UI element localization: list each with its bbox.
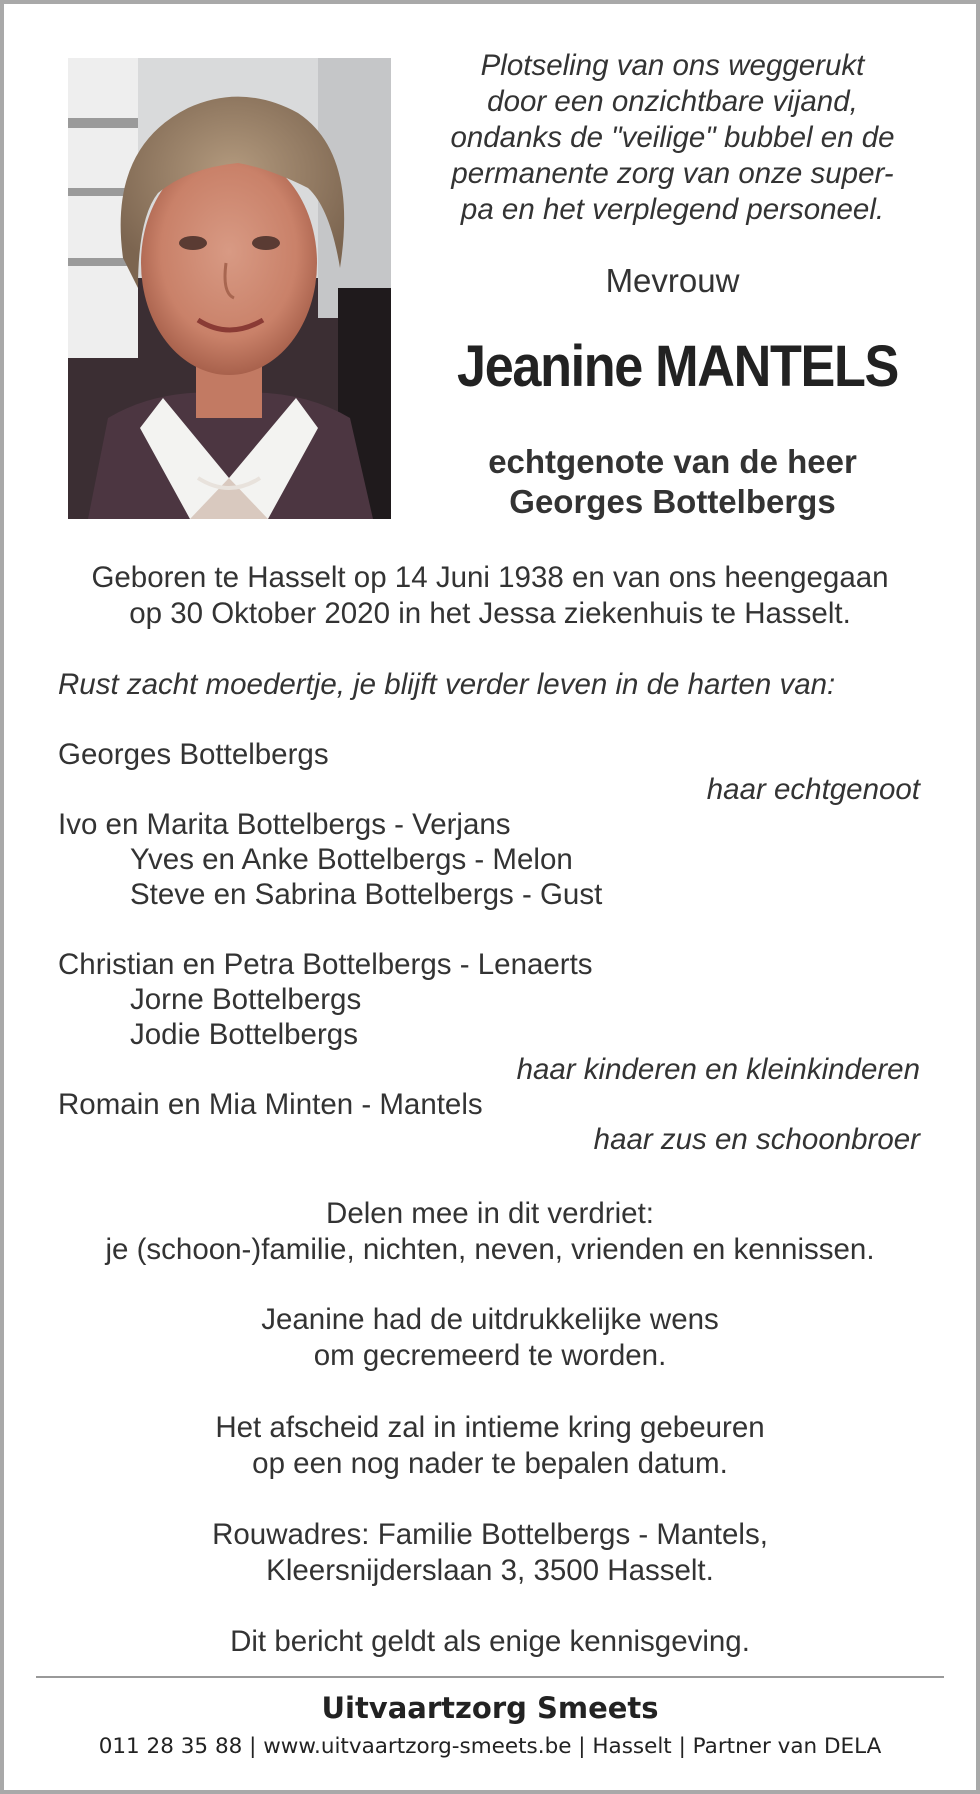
portrait-image [68, 58, 391, 519]
spouse-description [420, 442, 925, 522]
share-line-2: je (schoon-)familie, nichten, neven, vrienden en kennissen. [105, 1233, 875, 1266]
address-line-2: Kleersnijderslaan 3, 3500 Hasselt. [266, 1554, 714, 1587]
role-spouse: haar echtgenoot [706, 773, 920, 806]
share-grief [40, 1196, 940, 1268]
farewell-line-1: Het afscheid zal in intieme kring gebeuren [215, 1411, 765, 1444]
mourner-grandchild-2: Steve en Sabrina Bottelbergs - Gust [130, 878, 603, 911]
mourner-grandchild-4: Jodie Bottelbergs [130, 1018, 358, 1051]
spacer [58, 912, 920, 947]
mourner-family-1: Ivo en Marita Bottelbergs - Verjans [58, 808, 511, 841]
address-line-1: Rouwadres: Familie Bottelbergs - Mantels, [212, 1518, 768, 1551]
notice-statement [40, 1624, 940, 1660]
funeral-home-name: Uitvaartzorg Smeets [321, 1691, 659, 1725]
quote-line-3: ondanks de "veilige" bubbel en de [450, 121, 895, 154]
mourning-address [40, 1517, 940, 1589]
deceased-name: Jeanine MANTELS [457, 334, 898, 399]
farewell-info [40, 1410, 940, 1482]
share-line-1: Delen mee in dit verdriet: [326, 1197, 654, 1230]
funeral-home-contact: 011 28 35 88 | www.uitvaartzorg-smeets.be | Hasselt | Partner van DELA [98, 1734, 882, 1759]
role-sibling: haar zus en schoonbroer [593, 1123, 920, 1156]
spouse-line-1: echtgenote van de heer [488, 443, 857, 480]
mourner-sibling: Romain en Mia Minten - Mantels [58, 1088, 483, 1121]
mourners-list [58, 737, 920, 1157]
notice-line: Dit bericht geldt als enige kennisgeving. [230, 1625, 750, 1658]
mourner-grandchild-1: Yves en Anke Bottelbergs - Melon [130, 843, 573, 876]
quote-line-1: Plotseling van ons weggerukt [480, 49, 865, 82]
birth-line-1: Geboren te Hasselt op 14 Juni 1938 en van ons heengegaan [91, 561, 889, 594]
rest-line: Rust zacht moedertje, je blijft verder leven in de harten van: [58, 668, 836, 701]
mourner-grandchild-3: Jorne Bottelbergs [130, 983, 362, 1016]
cremation-wish [40, 1302, 940, 1374]
footer-divider [36, 1676, 944, 1678]
mourner-spouse: Georges Bottelbergs [58, 738, 329, 771]
quote-line-4: permanente zorg van onze super- [451, 157, 894, 190]
farewell-line-2: op een nog nader te bepalen datum. [252, 1447, 728, 1480]
spouse-line-2: Georges Bottelbergs [509, 483, 836, 520]
birth-line-2: op 30 Oktober 2020 in het Jessa ziekenhuis te Hasselt. [129, 597, 851, 630]
wish-line-2: om gecremeerd te worden. [313, 1339, 667, 1372]
wish-line-1: Jeanine had de uitdrukkelijke wens [261, 1303, 719, 1336]
birth-death-info [40, 560, 940, 632]
portrait-photo [68, 58, 391, 519]
mourner-family-2: Christian en Petra Bottelbergs - Lenaerts [58, 948, 593, 981]
opening-quote [420, 48, 925, 228]
role-children: haar kinderen en kleinkinderen [516, 1053, 920, 1086]
quote-line-2: door een onzichtbare vijand, [487, 85, 858, 118]
honorific: Mevrouw [605, 262, 740, 299]
quote-line-5: pa en het verplegend personeel. [460, 193, 885, 226]
